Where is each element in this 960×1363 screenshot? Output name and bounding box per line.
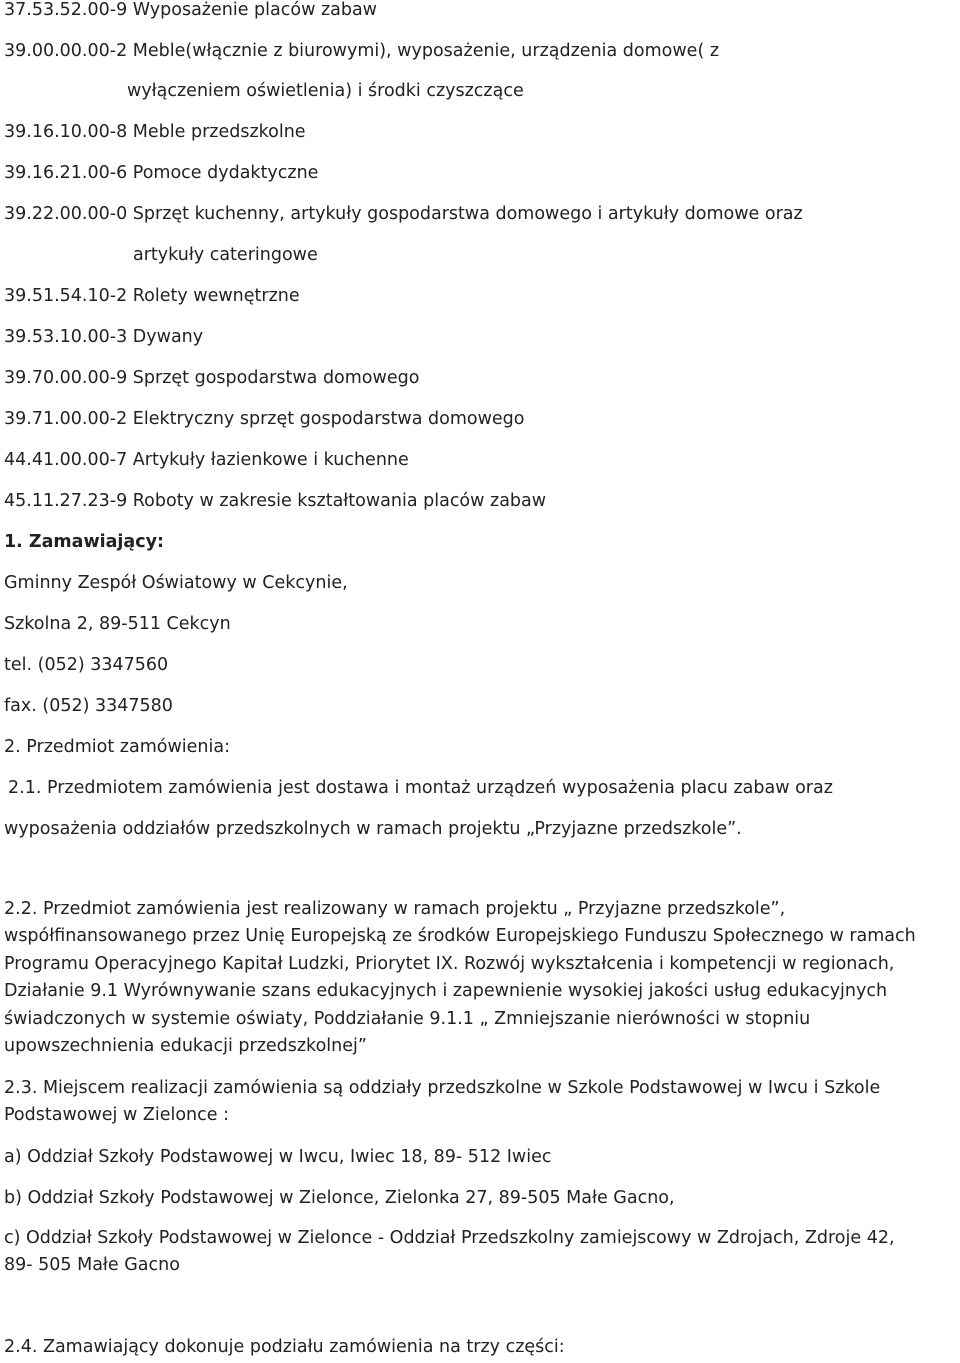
cpv-code: 39.71.00.00-2: [4, 409, 128, 429]
authority-phone: tel. (052) 3347560: [4, 655, 169, 675]
cpv-item: [4, 409, 524, 429]
cpv-code: 45.11.27.23-9: [4, 491, 128, 511]
cpv-text: Wyposażenie placów zabaw: [132, 0, 377, 20]
authority-fax: fax. (052) 3347580: [4, 696, 173, 716]
cpv-item: [4, 450, 409, 470]
location-item-b: b) Oddział Szkoły Podstawowej w Zielonce, Zielonka 27, 89-505 Małe Gacno,: [4, 1188, 675, 1208]
cpv-text: Elektryczny sprzęt gospodarstwa domowego: [132, 409, 525, 429]
cpv-item-continuation: wyłączeniem oświetlenia) i środki czyszczące: [127, 81, 524, 101]
cpv-item: [4, 286, 300, 306]
cpv-code: 39.00.00.00-2: [4, 41, 128, 61]
paragraph-2-2-line: upowszechnienia edukacji przedszkolnej”: [4, 1036, 367, 1057]
cpv-item: [4, 327, 203, 347]
cpv-text: Roboty w zakresie kształtowania placów zabaw: [132, 491, 547, 511]
cpv-code: 39.70.00.00-9: [4, 368, 128, 388]
paragraph-2-4: 2.4. Zamawiający dokonuje podziału zamówienia na trzy części:: [4, 1337, 565, 1357]
cpv-item: [4, 122, 306, 142]
location-item-c-line: c) Oddział Szkoły Podstawowej w Zielonce - Oddział Przedszkolny zamiejscowy w Zdrojach, Zdroje 42,: [4, 1228, 895, 1248]
authority-name: Gminny Zespół Oświatowy w Cekcynie,: [4, 573, 348, 593]
paragraph-2-3-line: Podstawowej w Zielonce :: [4, 1105, 229, 1126]
cpv-code: 39.51.54.10-2: [4, 286, 128, 306]
cpv-code: 39.16.21.00-6: [4, 163, 128, 183]
paragraph-2-3-line: 2.3. Miejscem realizacji zamówienia są oddziały przedszkolne w Szkole Podstawowej w Iwcu i Szkole: [4, 1078, 881, 1098]
paragraph-2-2-line: Działanie 9.1 Wyrównywanie szans edukacyjnych i zapewnienie wysokiej jakości usług edukacyjnych: [4, 981, 888, 1002]
cpv-text: Dywany: [132, 327, 204, 347]
paragraph-2-2-line: 2.2. Przedmiot zamówienia jest realizowany w ramach projektu „ Przyjazne przedszkole”,: [4, 899, 786, 919]
paragraph-2-3: [4, 1075, 960, 1130]
cpv-text: Meble przedszkolne: [132, 122, 306, 142]
cpv-item-continuation: artykuły cateringowe: [133, 245, 318, 265]
cpv-text: Sprzęt kuchenny, artykuły gospodarstwa domowego i artykuły domowe oraz: [132, 204, 803, 224]
cpv-text: Pomoce dydaktyczne: [132, 163, 319, 183]
section-heading-contracting-authority: 1. Zamawiający:: [4, 532, 165, 552]
paragraph-2-2-line: współfinansowanego przez Unię Europejską ze środków Europejskiego Funduszu Społecznego w ramach: [4, 926, 916, 947]
paragraph-2-2-line: świadczonych w systemie oświaty, Poddziałanie 9.1.1 „ Zmniejszanie nierówności w stopniu: [4, 1008, 811, 1029]
authority-address: Szkolna 2, 89-511 Cekcyn: [4, 614, 231, 634]
cpv-text: Rolety wewnętrzne: [132, 286, 300, 306]
cpv-item: [4, 368, 419, 388]
cpv-item: [4, 491, 546, 511]
cpv-text: Meble(włącznie z biurowymi), wyposażenie, urządzenia domowe( z: [132, 41, 720, 61]
paragraph-2-1-line: wyposażenia oddziałów przedszkolnych w ramach projektu „Przyjazne przedszkole”.: [4, 819, 742, 839]
cpv-item: [4, 163, 318, 183]
cpv-text: Sprzęt gospodarstwa domowego: [132, 368, 420, 388]
cpv-item: [4, 0, 377, 20]
cpv-code: 39.22.00.00-0: [4, 204, 128, 224]
paragraph-2-2: [4, 896, 960, 1060]
cpv-code: 39.16.10.00-8: [4, 122, 128, 142]
cpv-item: [4, 41, 719, 61]
cpv-code: 39.53.10.00-3: [4, 327, 128, 347]
location-item-a: a) Oddział Szkoły Podstawowej w Iwcu, Iwiec 18, 89- 512 Iwiec: [4, 1147, 552, 1167]
location-item-c-line: 89- 505 Małe Gacno: [4, 1255, 180, 1276]
cpv-code: 44.41.00.00-7: [4, 450, 128, 470]
section-heading-subject: 2. Przedmiot zamówienia:: [4, 737, 230, 757]
location-item-c: [4, 1225, 960, 1280]
cpv-text: Artykuły łazienkowe i kuchenne: [132, 450, 409, 470]
cpv-code: 37.53.52.00-9: [4, 0, 128, 20]
paragraph-2-2-line: Programu Operacyjnego Kapitał Ludzki, Priorytet IX. Rozwój wykształcenia i kompetencji w regionach,: [4, 953, 895, 974]
paragraph-2-1-line: 2.1. Przedmiotem zamówienia jest dostawa i montaż urządzeń wyposażenia placu zabaw oraz: [8, 778, 833, 798]
cpv-item: [4, 204, 803, 224]
